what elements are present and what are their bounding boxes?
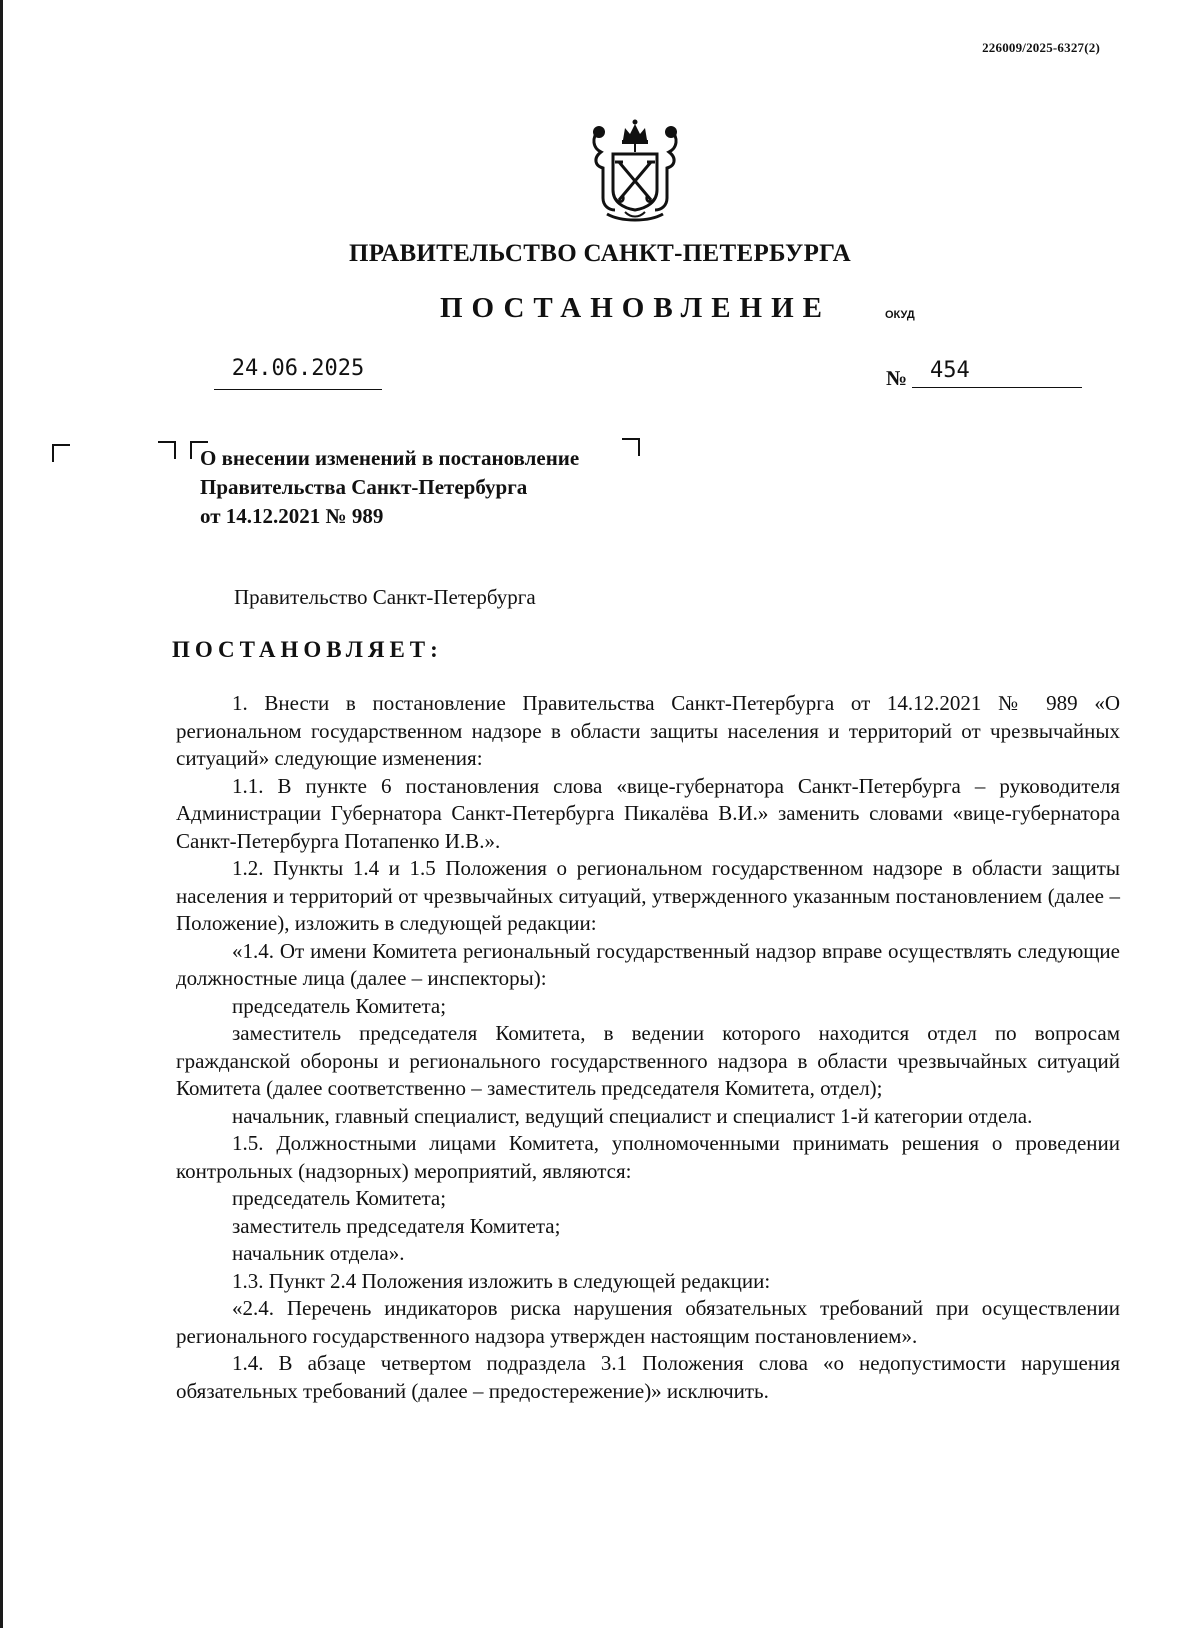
document-subject — [200, 444, 579, 531]
list-item: начальник отдела». — [232, 1241, 405, 1265]
document-id: 226009/2025-6327(2) — [982, 40, 1100, 55]
preamble: Правительство Санкт-Петербурга — [234, 585, 536, 609]
government-title: ПРАВИТЕЛЬСТВО САНКТ-ПЕТЕРБУРГА — [348, 240, 852, 267]
subject-line-1: О внесении изменений в постановление — [200, 446, 580, 470]
document-body — [176, 690, 1120, 1405]
paragraph-1: 1. Внести в постановление Правительства Санкт-Петербурга от 14.12.2021 № 989 «О региональном государственном надзоре в области защиты населения и территорий от чрезвычайных ситуаций» следующие изменения: — [176, 691, 1120, 770]
number-sign: № — [886, 366, 908, 390]
decree-heading: ПОСТАНОВЛЯЕТ: — [172, 637, 443, 662]
paragraph-1-2: 1.2. Пункты 1.4 и 1.5 Положения о региональном государственном надзоре в области защиты населения и территорий от чрезвычайных ситуаций, утвержденного указанным постановлением (далее – Положение), изложить в следующей редакции: — [176, 856, 1120, 935]
paragraph-1-5-quote: 1.5. Должностными лицами Комитета, уполномоченными принимать решения о проведении контрольных (надзорных) мероприятий, являются: — [176, 1131, 1120, 1183]
subject-line-2: Правительства Санкт-Петербурга — [200, 475, 528, 499]
paragraph-1-4-quote: «1.4. От имени Комитета региональный государственный надзор вправе осуществлять следующие должностные лица (далее – инспекторы): — [176, 938, 1120, 990]
paragraph-1-4: 1.4. В абзаце четвертом подраздела 3.1 Положения слова «о недопустимости нарушения обязательных требований (далее – предостережение)» исключить. — [176, 1351, 1120, 1403]
okud-label: ОКУД — [885, 309, 915, 321]
subject-bracket-right — [622, 438, 640, 456]
list-item: председатель Комитета; — [232, 1186, 447, 1210]
paragraph-1-3: 1.3. Пункт 2.4 Положения изложить в следующей редакции: — [232, 1268, 771, 1293]
document-number: 454 — [930, 358, 970, 383]
document-date: 24.06.2025 — [231, 356, 365, 381]
left-margin-bracket — [52, 444, 70, 462]
paragraph-1-1: 1.1. В пункте 6 постановления слова «вице-губернатора Санкт-Петербурга – руководителя Администрации Губернатора Санкт-Петербурга Пикалёва В.И.» заменить словами «вице-губернатора Санкт-Петербурга Потапенко И.В.». — [176, 773, 1120, 853]
list-item: заместитель председателя Комитета, в ведении которого находится отдел по вопросам гражданской обороны и регионального государственного надзора в области чрезвычайных ситуаций Комитета (далее соответственно – заместитель председателя Комитета, отдел); — [176, 1021, 1120, 1100]
date-underline — [214, 389, 382, 390]
number-underline — [912, 387, 1082, 388]
document-type: ПОСТАНОВЛЕНИЕ — [440, 292, 832, 324]
paragraph-2-4-quote: «2.4. Перечень индикаторов риска нарушения обязательных требований при осуществлении регионального государственного надзора утвержден настоящим постановлением». — [176, 1296, 1120, 1348]
subject-line-3: от 14.12.2021 № 989 — [200, 504, 384, 528]
list-item: заместитель председателя Комитета; — [232, 1213, 561, 1238]
saint-petersburg-coat-of-arms-icon — [585, 118, 685, 223]
list-item: начальник, главный специалист, ведущий специалист и специалист 1-й категории отдела. — [232, 1103, 1033, 1128]
list-item: председатель Комитета; — [232, 993, 447, 1018]
subject-bracket-left-outer — [158, 441, 176, 459]
